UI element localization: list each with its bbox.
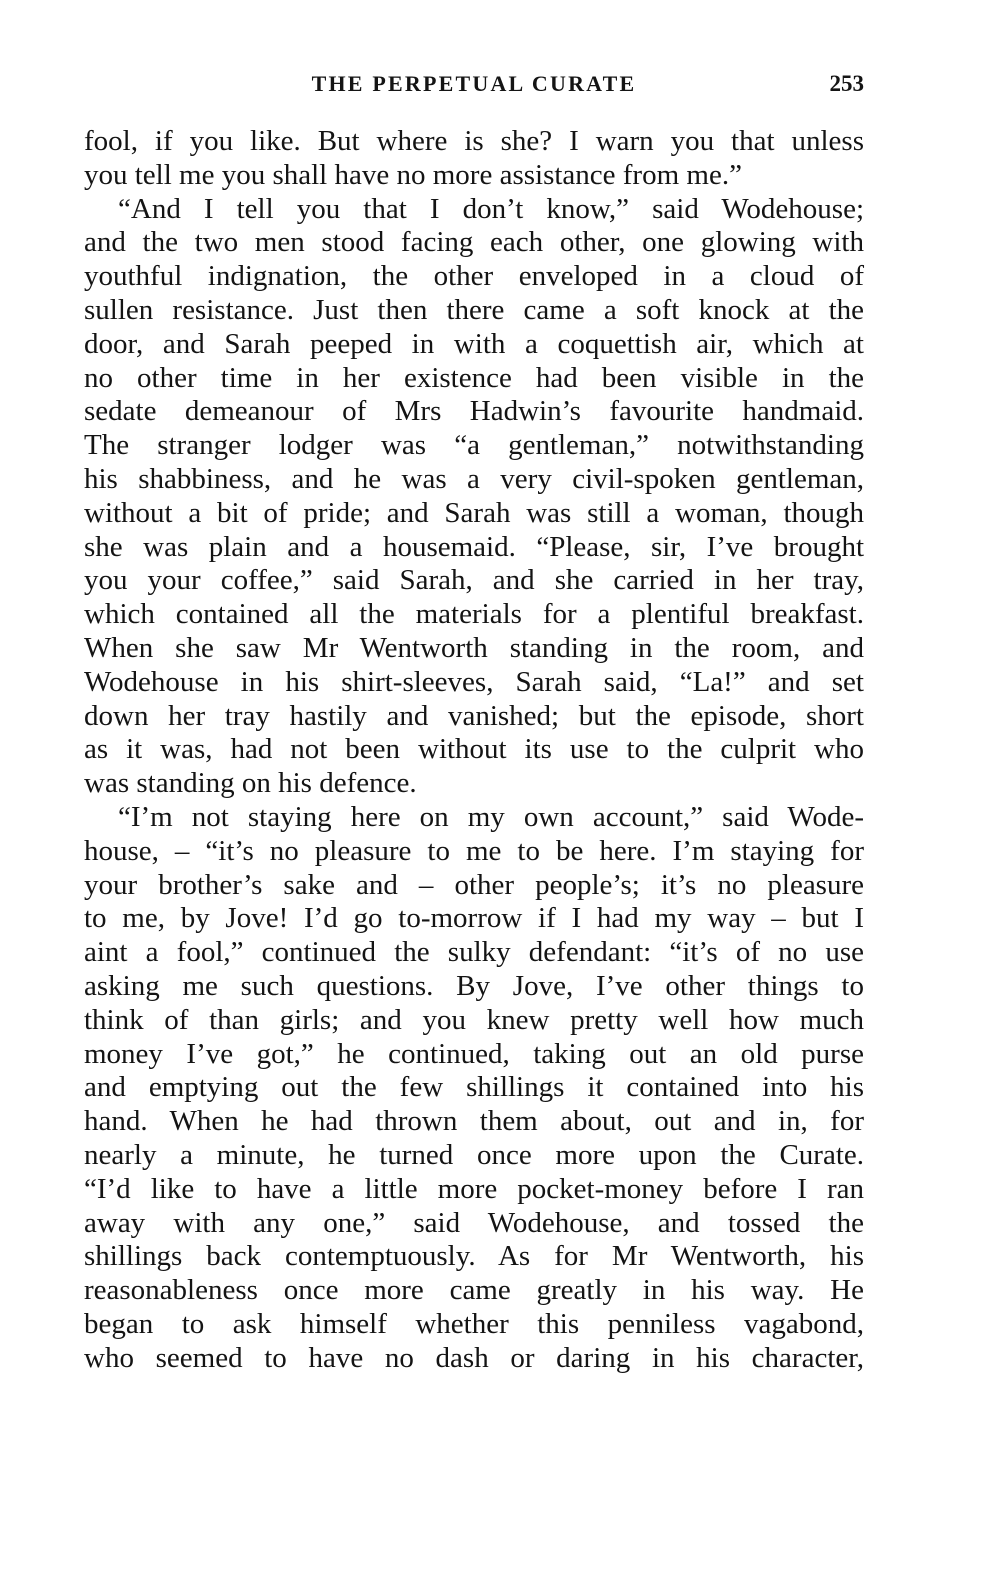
page-number: 253 [829,71,864,96]
text-line: door, and Sarah peeped in with a coquettish air, which at [84,327,864,360]
text-line: “I’m not staying here on my own account,” said Wode- [118,800,864,833]
text-line: and emptying out the few shillings it contained into his [84,1071,864,1104]
text-line: to me, by Jove! I’d go to-morrow if I had my way – but I [84,902,864,935]
body-text [84,125,864,1375]
text-line: sedate demeanour of Mrs Hadwin’s favourite handmaid. [84,395,864,428]
text-line: asking me such questions. By Jove, I’ve other things to [84,969,864,1002]
text-line: shillings back contemptuously. As for Mr Wentworth, his [84,1240,864,1273]
text-line: you your coffee,” said Sarah, and she carried in her tray, [84,564,864,597]
text-line: nearly a minute, he turned once more upon the Curate. [84,1138,864,1171]
text-line: which contained all the materials for a plentiful breakfast. [84,598,864,631]
text-line: fool, if you like. But where is she? I warn you that unless [84,125,864,157]
text-line: she was plain and a housemaid. “Please, sir, I’ve brought [84,530,864,563]
text-line: Wodehouse in his shirt-sleeves, Sarah said, “La!” and set [84,665,864,698]
text-line: who seemed to have no dash or daring in his character, [84,1341,864,1374]
text-line: think of than girls; and you knew pretty well how much [84,1003,864,1036]
running-head [84,66,864,102]
text-line: no other time in her existence had been visible in the [84,361,864,394]
text-line: was standing on his defence. [84,767,417,800]
text-line: youthful indignation, the other enveloped in a cloud of [84,260,864,293]
text-line: money I’ve got,” he continued, taking out an old purse [84,1037,864,1070]
text-line: aint a fool,” continued the sulky defendant: “it’s of no use [84,936,864,969]
text-line: The stranger lodger was “a gentleman,” notwithstanding [84,429,864,462]
text-line: as it was, had not been without its use to the culprit who [84,733,864,766]
text-line: your brother’s sake and – other people’s; it’s no pleasure [84,868,864,901]
text-line: “I’d like to have a little more pocket-money before I ran [84,1172,864,1205]
text-line: hand. When he had thrown them about, out and in, for [84,1105,864,1138]
text-line: without a bit of pride; and Sarah was still a woman, though [84,496,864,529]
text-line: you tell me you shall have no more assistance from me.” [84,158,742,191]
text-line: When she saw Mr Wentworth standing in the room, and [84,631,864,664]
running-title: THE PERPETUAL CURATE [311,71,637,96]
text-line: “And I tell you that I don’t know,” said Wodehouse; [118,192,864,225]
text-line: and the two men stood facing each other, one glowing with [84,226,864,259]
text-line: his shabbiness, and he was a very civil-spoken gentleman, [84,462,864,495]
text-line: began to ask himself whether this penniless vagabond, [84,1307,864,1340]
text-line: reasonableness once more came greatly in his way. He [84,1274,864,1307]
text-line: sullen resistance. Just then there came a soft knock at the [84,293,864,326]
text-line: down her tray hastily and vanished; but the episode, short [84,699,864,732]
text-line: house, – “it’s no pleasure to me to be here. I’m staying for [84,834,864,867]
text-line: away with any one,” said Wodehouse, and tossed the [84,1206,864,1239]
